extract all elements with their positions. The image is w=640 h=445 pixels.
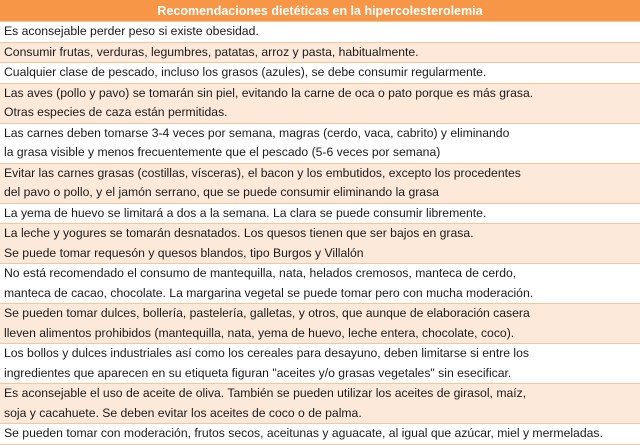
- row-text-line: la grasa visible y menos frecuentemente que el pescado (5-6 veces por semana): [4, 145, 441, 159]
- row-text-line: Es aconsejable perder peso si existe obesidad.: [4, 24, 259, 38]
- row-text-line: Evitar las carnes grasas (costillas, vísceras), el bacon y los embutidos, excepto los procedentes: [4, 165, 521, 180]
- row-text-line: La yema de huevo se limitará a dos a la semana. La clara se puede consumir libremente.: [4, 205, 487, 220]
- row-text-line: La leche y yogures se tomarán desnatados. Los quesos tienen que ser bajos en grasa.: [4, 226, 474, 240]
- row-text-line: ingredientes que aparecen en su etiqueta figuran "aceites y/o grasas vegetales" sin esecificar.: [4, 365, 512, 380]
- row-text-line: del pavo o pollo, y el jamón serrano, que se puede consumir eliminando la grasa: [4, 185, 439, 199]
- table-row: [0, 164, 640, 204]
- table-row: [0, 63, 640, 84]
- row-text-line: No está recomendado el consumo de mantequilla, nata, helados cremosos, manteca de cerdo,: [4, 266, 517, 280]
- row-text-line: Cualquier clase de pescado, incluso los grasos (azules), se debe consumir regularmente.: [4, 65, 487, 79]
- table-row: [0, 204, 640, 225]
- row-text-line: Es aconsejable el uso de aceite de oliva. También se pueden utilizar los aceites de girasol, maíz,: [4, 386, 527, 400]
- table-row: [0, 344, 640, 384]
- table-row: [0, 264, 640, 304]
- row-text-line: Las aves (pollo y pavo) se tomarán sin piel, evitando la carne de oca o pato porque es más grasa.: [4, 85, 534, 100]
- row-text-line: manteca de cacao, chocolate. La margarina vegetal se puede tomar pero con mucha moderación.: [4, 285, 534, 300]
- table-row: [0, 424, 640, 445]
- table-row: [0, 84, 640, 124]
- row-text-line: lleven alimentos prohibidos (mantequilla, nata, yema de huevo, leche entera, chocolate, coco).: [4, 325, 515, 340]
- row-text-line: Otras especies de caza están permitidas.: [4, 105, 228, 119]
- table-row: [0, 304, 640, 344]
- table-title: Recomendaciones dietéticas en la hipercolesterolemia: [0, 0, 640, 22]
- table-row: [0, 22, 640, 43]
- row-text-line: Se puede tomar requesón y quesos blandos, tipo Burgos y Villalón: [4, 245, 364, 260]
- row-text-line: soja y cacahuete. Se deben evitar los aceites de coco o de palma.: [4, 405, 362, 420]
- table-body: [0, 22, 640, 445]
- table-row: [0, 384, 640, 424]
- table-row: [0, 124, 640, 164]
- row-text-line: Se pueden tomar dulces, bollería, pastelería, galletas, y otros, que aunque de elaboración casera: [4, 306, 530, 320]
- row-text-line: Se pueden tomar con moderación, frutos secos, aceitunas y aguacate, al igual que azúcar, miel y mermeladas.: [4, 426, 603, 440]
- table-row: [0, 224, 640, 264]
- row-text-line: Los bollos y dulces industriales así como los cereales para desayuno, deben limitarse si entre los: [4, 346, 530, 360]
- row-text-line: Consumir frutas, verduras, legumbres, patatas, arroz y pasta, habitualmente.: [4, 44, 419, 59]
- table-row: [0, 43, 640, 64]
- row-text-line: Las carnes deben tomarse 3-4 veces por semana, magras (cerdo, vaca, cabrito) y eliminando: [4, 125, 510, 140]
